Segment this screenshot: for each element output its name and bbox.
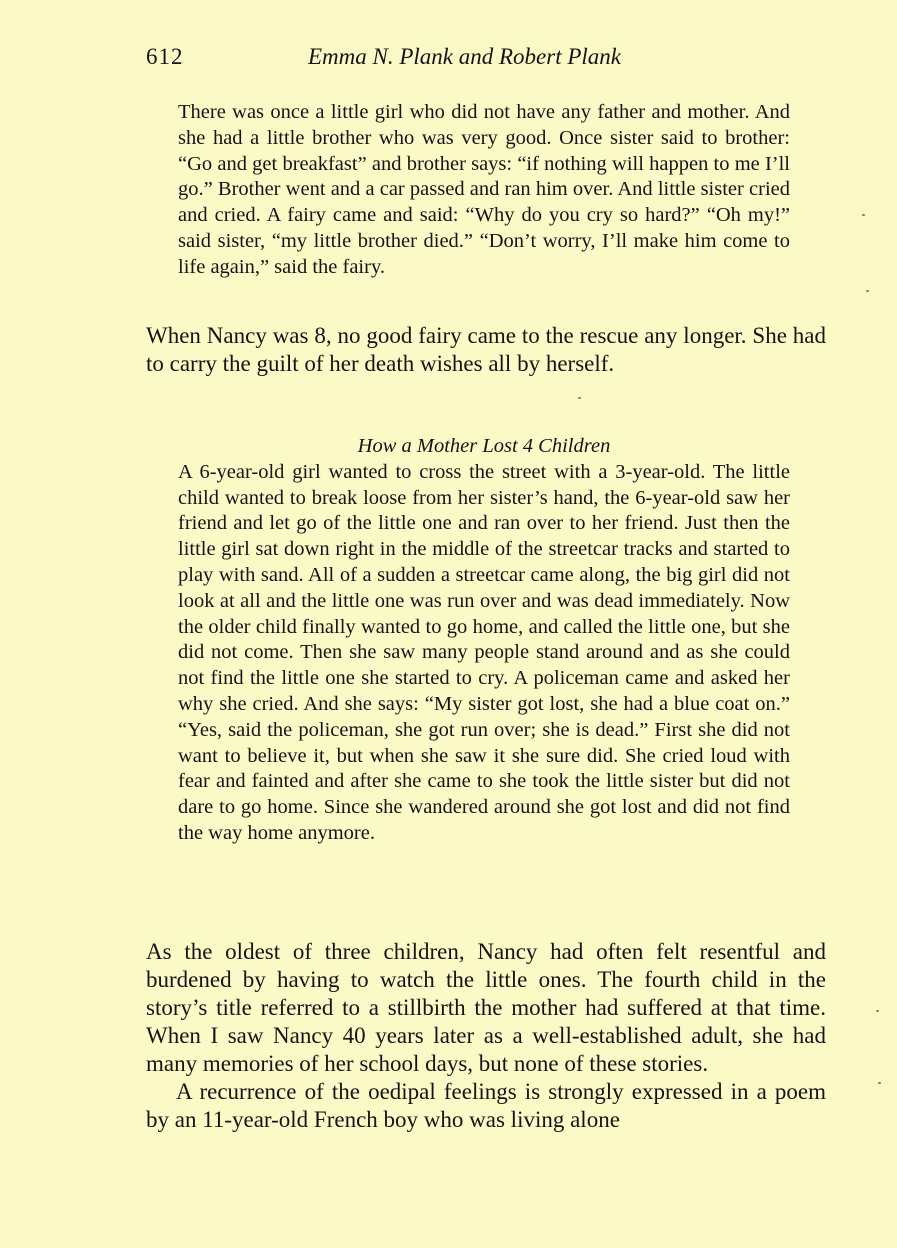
- scan-speck: [866, 290, 869, 292]
- scan-speck: [862, 214, 865, 216]
- story-title: How a Mother Lost 4 Children: [357, 435, 611, 457]
- body-paragraph-text: When Nancy was 8, no good fairy came to the rescue any longer. She had to carry the guilt of her death wishes all by herself.: [146, 323, 826, 376]
- page-header: [146, 44, 826, 78]
- page-number: 612: [146, 44, 184, 69]
- quoted-story-fairy: [178, 100, 790, 281]
- quoted-story-text: There was once a little girl who did not have any father and mother. And she had a little brother who was very good. Once sister said to brother: “Go and get breakfast” and brother says: “if nothing will happen to me I’ll go.” Brother went and a car passed and ran him over. And little sister cried and cried. A fairy came and said: “Why do you cry so hard?” “Oh my!” said sister, “my little brother died.” “Don’t worry, I’ll make him come to life again,” said the fairy.: [178, 101, 790, 278]
- quoted-story-mother: [178, 434, 790, 847]
- body-paragraph-oldest-child: As the oldest of three children, Nancy had often felt resentful and burdened by having to watch the little ones. The fourth child in the story’s title referred to a stillbirth the mother had suffered at that time. When I saw Nancy 40 years later as a well-established adult, she had many memories of her school days, but none of these stories.: [146, 939, 826, 1076]
- quoted-story-text: A 6-year-old girl wanted to cross the street with a 3-year-old. The little child wanted to break loose from her sister’s hand, the 6-year-old saw her friend and let go of the little one and ran over to her friend. Just then the little girl sat down right in the middle of the streetcar tracks and started to play with sand. All of a sudden a streetcar came along, the big girl did not look at all and the little one was run over and was dead immediately. Now the older child finally wanted to go home, and called the little one, but she did not come. Then she saw many people stand around and as she could not find the little one she started to cry. A policeman came and asked her why she cried. And she says: “My sister got lost, she had a blue coat on.” “Yes, said the policeman, she got run over; she is dead.” First she did not want to believe it, but when she saw it she sure did. She cried loud with fear and fainted and after she came to she took the little sister but did not dare to go home. Since she wandered around she got lost and did not find the way home anymore.: [178, 460, 790, 844]
- scan-speck: [878, 1082, 881, 1084]
- body-section-closing: [146, 938, 826, 1134]
- body-paragraph-nancy-age-8: [146, 322, 826, 378]
- scan-speck: [876, 1010, 879, 1012]
- running-head: Emma N. Plank and Robert Plank: [308, 44, 622, 69]
- scan-speck: [578, 397, 581, 399]
- body-paragraph-oedipal: A recurrence of the oedipal feelings is strongly expressed in a poem by an 11-year-old French boy who was living alone: [146, 1079, 826, 1132]
